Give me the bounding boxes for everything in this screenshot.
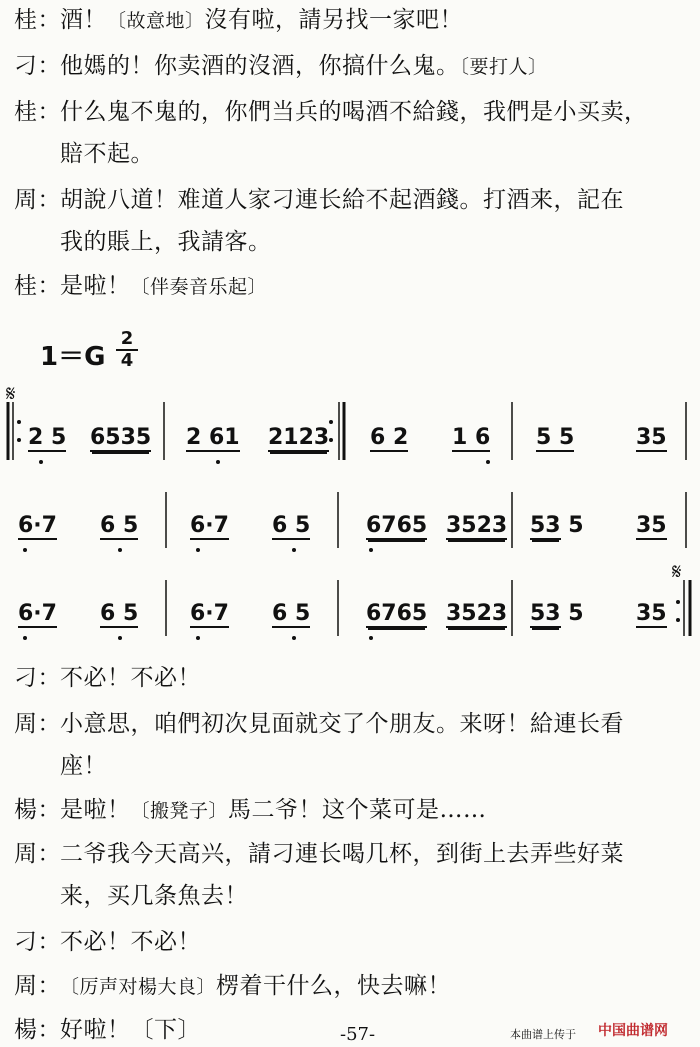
line-text: 沒有啦，請另找一家吧！ [204, 7, 464, 33]
line-text: 什么鬼不鬼的，你們当兵的喝酒不給錢，我們是小买卖， [60, 99, 648, 125]
speaker-label: 周： [14, 841, 61, 867]
dialogue-line [14, 710, 624, 738]
note-group: 3523 [446, 513, 508, 538]
dialogue-line [14, 52, 548, 81]
stage-direction: 〔故意地〕 [107, 10, 205, 32]
stage-direction: 〔厉声对楊大良〕 [60, 976, 217, 998]
speaker-label: 刁： [14, 53, 61, 79]
key-signature: 1＝G [40, 342, 106, 372]
note-group: 6765 [366, 601, 428, 626]
dialogue-line [14, 972, 451, 1001]
note-group: 2 61 [186, 425, 240, 450]
time-signature-bottom: 4 [120, 350, 134, 371]
stage-direction: 〔搬凳子〕 [130, 800, 229, 822]
note-group: 6 5 [100, 601, 139, 626]
note-group: 6 5 [272, 601, 311, 626]
note-group: 6765 [366, 513, 428, 538]
speaker-label: 桂： [14, 99, 61, 125]
note-group: 6·7 [190, 601, 229, 626]
jianpu-score [0, 380, 700, 650]
line-text: 他媽的！你卖酒的沒酒，你搞什么鬼。 [60, 53, 460, 79]
line-text: 小意思，咱們初次見面就交了个朋友。来呀！給連长看 [60, 711, 624, 737]
dialogue-line [14, 928, 201, 956]
note-group: 2123 [268, 425, 330, 450]
line-text: 是啦！ [60, 273, 131, 299]
note-group: 6 5 [272, 513, 311, 538]
dialogue-continuation: 我的賬上，我請客。 [60, 229, 272, 255]
dialogue-line [14, 664, 201, 692]
segno-sign: 𝄋 [6, 382, 16, 407]
speaker-label: 周： [14, 711, 61, 737]
note-group: 35 [636, 513, 667, 538]
note-group: 53 5 [530, 513, 584, 538]
upload-note: 本曲谱上传于 [510, 1028, 576, 1041]
note-group: 6·7 [190, 513, 229, 538]
speaker-label: 桂： [14, 7, 61, 33]
dialogue-line [14, 98, 648, 126]
note-group: 3523 [446, 601, 508, 626]
stage-direction: 〔伴奏音乐起〕 [130, 276, 268, 298]
note-group: 6·7 [18, 601, 57, 626]
dialogue-line [14, 186, 624, 214]
dialogue-continuation: 来，买几条魚去！ [60, 883, 248, 909]
stage-direction: 〔要打人〕 [459, 56, 548, 78]
dialogue-line [14, 840, 624, 868]
speaker-label: 刁： [14, 929, 61, 955]
note-group: 35 [636, 601, 667, 626]
segno-sign: 𝄋 [672, 560, 682, 585]
site-logo: 中国曲谱网 [598, 1023, 668, 1039]
line-text: 馬二爷！这个菜可是…… [228, 797, 487, 823]
page-number: -57- [340, 1024, 376, 1045]
note-group: 53 5 [530, 601, 584, 626]
note-group: 2 5 [28, 425, 67, 450]
time-signature [116, 330, 138, 370]
line-text: 胡說八道！难道人家刁連长給不起酒錢。打酒来，記在 [60, 187, 624, 213]
note-group: 6 5 [100, 513, 139, 538]
line-text: 二爷我今天高兴，請刁連长喝几杯，到街上去弄些好菜 [60, 841, 624, 867]
time-signature-top: 2 [120, 328, 134, 349]
note-group: 6 2 [370, 425, 409, 450]
line-text: 是啦！ [60, 797, 131, 823]
dialogue-line [14, 6, 463, 35]
line-text: 不必！不必！ [60, 665, 201, 691]
dialogue-line [14, 1016, 201, 1044]
speaker-label: 周： [14, 973, 61, 999]
dialogue-continuation: 賠不起。 [60, 141, 154, 167]
speaker-label: 楊： [14, 797, 61, 823]
note-group: 6·7 [18, 513, 57, 538]
note-group: 1 6 [452, 425, 491, 450]
line-text: 不必！不必！ [60, 929, 201, 955]
line-text: 酒！ [60, 7, 107, 33]
speaker-label: 刁： [14, 665, 61, 691]
dialogue-continuation: 座！ [60, 753, 107, 779]
dialogue-line [14, 272, 267, 301]
speaker-label: 桂： [14, 273, 61, 299]
speaker-label: 周： [14, 187, 61, 213]
line-text: 楞着干什么，快去嘛！ [216, 973, 452, 999]
note-group: 6535 [90, 425, 152, 450]
note-group: 35 [636, 425, 667, 450]
dialogue-line [14, 796, 487, 825]
note-group: 5 5 [536, 425, 575, 450]
line-text: 好啦！〔下〕 [60, 1017, 201, 1043]
speaker-label: 楊： [14, 1017, 61, 1043]
